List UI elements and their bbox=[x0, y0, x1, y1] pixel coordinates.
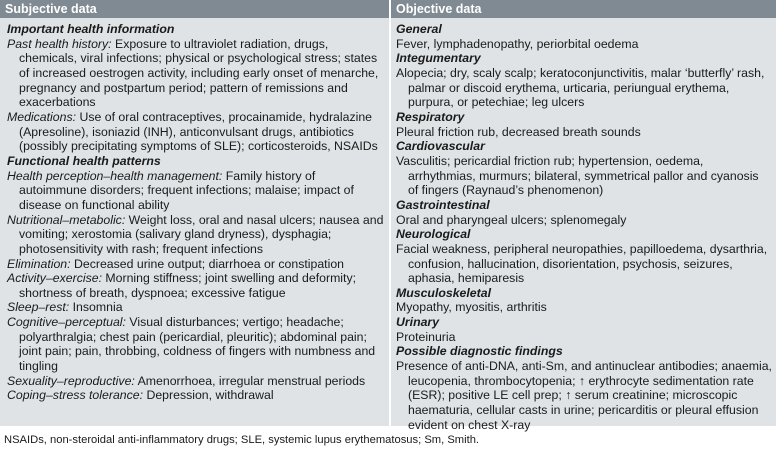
health-perception-text: Family history of autoimmune disorders; frequent infections; malaise; impact of disease on functional ability bbox=[19, 168, 354, 212]
cognitive-perceptual-text: Visual disturbances; vertigo; headache; polyarthralgia; chest pain (pericardial, pleuritic); abdominal pain; joint pain; pain, throbbing, coldness of fingers with numbness and tingling bbox=[19, 315, 376, 374]
past-health-history bbox=[7, 37, 385, 110]
coping-stress-tolerance bbox=[7, 388, 385, 403]
heading-respiratory: Respiratory bbox=[396, 109, 465, 124]
sleep-rest-label: Sleep–rest: bbox=[7, 300, 70, 315]
medications-label: Medications: bbox=[7, 109, 77, 124]
gastrointestinal-findings: Oral and pharyngeal ulcers; splenomegaly bbox=[396, 212, 627, 227]
activity-exercise-text: Morning stiffness; joint swelling and deformity; shortness of breath, dyspnoea; excessive fatigue bbox=[19, 271, 357, 300]
elimination bbox=[7, 257, 385, 272]
heading-cardiovascular: Cardiovascular bbox=[396, 139, 485, 154]
cognitive-perceptual bbox=[7, 315, 385, 374]
cardiovascular-findings: Vasculitis; pericardial friction rub; hypertension, oedema, arrhythmias, murmurs; bilateral, symmetrical pallor and cyanosis of fingers (Raynaud’s phenomenon) bbox=[396, 153, 759, 198]
respiratory-findings: Pleural friction rub, decreased breath sounds bbox=[396, 124, 641, 139]
heading-integumentary: Integumentary bbox=[396, 51, 481, 66]
table-footnote: NSAIDs, non-steroidal anti-inflammatory drugs; SLE, systemic lupus erythematosus; Sm, Smith. bbox=[4, 434, 480, 446]
nutritional-metabolic-text: Weight loss, oral and nasal ulcers; nausea and vomiting; xerostomia (salivary gland dryness), dysphagia; photosensitivity with rash; frequent infections bbox=[19, 212, 384, 256]
coping-stress-tolerance-label: Coping–stress tolerance: bbox=[7, 388, 144, 403]
nutritional-metabolic-label: Nutritional–metabolic: bbox=[7, 212, 126, 227]
heading-neurological: Neurological bbox=[396, 227, 471, 242]
past-health-history-label: Past health history: bbox=[7, 36, 112, 51]
heading-musculoskeletal: Musculoskeletal bbox=[396, 285, 491, 300]
past-health-history-text: Exposure to ultraviolet radiation, drugs, chemicals, viral infections; physical or psychological stress; states of increased oestrogen activity, including early onset of menarche, pregnancy and postpartum period; pattern of remissions and exacerbations bbox=[19, 36, 379, 110]
general-findings: Fever, lymphadenopathy, periorbital oedema bbox=[396, 36, 639, 51]
diagnostic-findings: Presence of anti-DNA, anti-Sm, and antinuclear antibodies; anaemia, leucopenia, thrombocytopenia; ↑ erythrocyte sedimentation rate (ESR); positive LE cell prep; ↑ serum creatinine; microscopic haematuria, cellular casts in urine; pericarditis or pleural effusion evident on chest X-ray bbox=[396, 359, 772, 432]
elimination-label: Elimination: bbox=[7, 256, 71, 271]
health-perception-label: Health perception–health management: bbox=[7, 168, 223, 183]
heading-gastrointestinal: Gastrointestinal bbox=[396, 197, 490, 212]
heading-urinary: Urinary bbox=[396, 315, 440, 330]
health-perception bbox=[7, 169, 385, 213]
coping-stress-tolerance-text: Depression, withdrawal bbox=[143, 388, 274, 403]
sexuality-reproductive-text: Amenorrhoea, irregular menstrual periods bbox=[134, 373, 366, 388]
heading-general: General bbox=[396, 22, 442, 36]
neurological-findings: Facial weakness, peripheral neuropathies, papilloedema, dysarthria, confusion, hallucination, disorientation, psychosis, seizures, aphasia, hemiparesis bbox=[396, 241, 768, 286]
integumentary-findings: Alopecia; dry, scaly scalp; keratoconjunctivitis, malar ‘butterfly’ rash, palmar or discoid erythema, urticaria, periungual erythema, purpura, or petechiae; leg ulcers bbox=[396, 65, 765, 110]
heading-possible-diagnostic-findings: Possible diagnostic findings bbox=[396, 344, 563, 359]
musculoskeletal-findings: Myopathy, myositis, arthritis bbox=[396, 300, 547, 315]
header-subjective: Subjective data bbox=[0, 0, 389, 18]
sexuality-reproductive bbox=[7, 374, 385, 389]
sexuality-reproductive-label: Sexuality–reproductive: bbox=[7, 373, 135, 388]
cognitive-perceptual-label: Cognitive–perceptual: bbox=[7, 315, 126, 330]
column-divider bbox=[389, 0, 391, 426]
elimination-text: Decreased urine output; diarrhoea or constipation bbox=[70, 256, 344, 271]
medications bbox=[7, 110, 385, 154]
nutritional-metabolic bbox=[7, 213, 385, 257]
sleep-rest-text: Insomnia bbox=[69, 300, 123, 315]
activity-exercise-label: Activity–exercise: bbox=[7, 271, 102, 286]
activity-exercise bbox=[7, 271, 385, 300]
sleep-rest bbox=[7, 300, 385, 315]
section-important-health-information: Important health information bbox=[7, 22, 175, 36]
objective-column bbox=[391, 18, 776, 432]
urinary-findings: Proteinuria bbox=[396, 329, 456, 344]
header-objective: Objective data bbox=[391, 0, 776, 18]
subjective-column bbox=[0, 18, 389, 426]
section-functional-health-patterns: Functional health patterns bbox=[7, 153, 161, 168]
medications-text: Use of oral contraceptives, procainamide, hydralazine (Apresoline), isoniazid (INH), anticonvulsant drugs, antibiotics (possibly precipitating symptoms of SLE); corticosteroids, NSAIDs bbox=[19, 109, 378, 154]
